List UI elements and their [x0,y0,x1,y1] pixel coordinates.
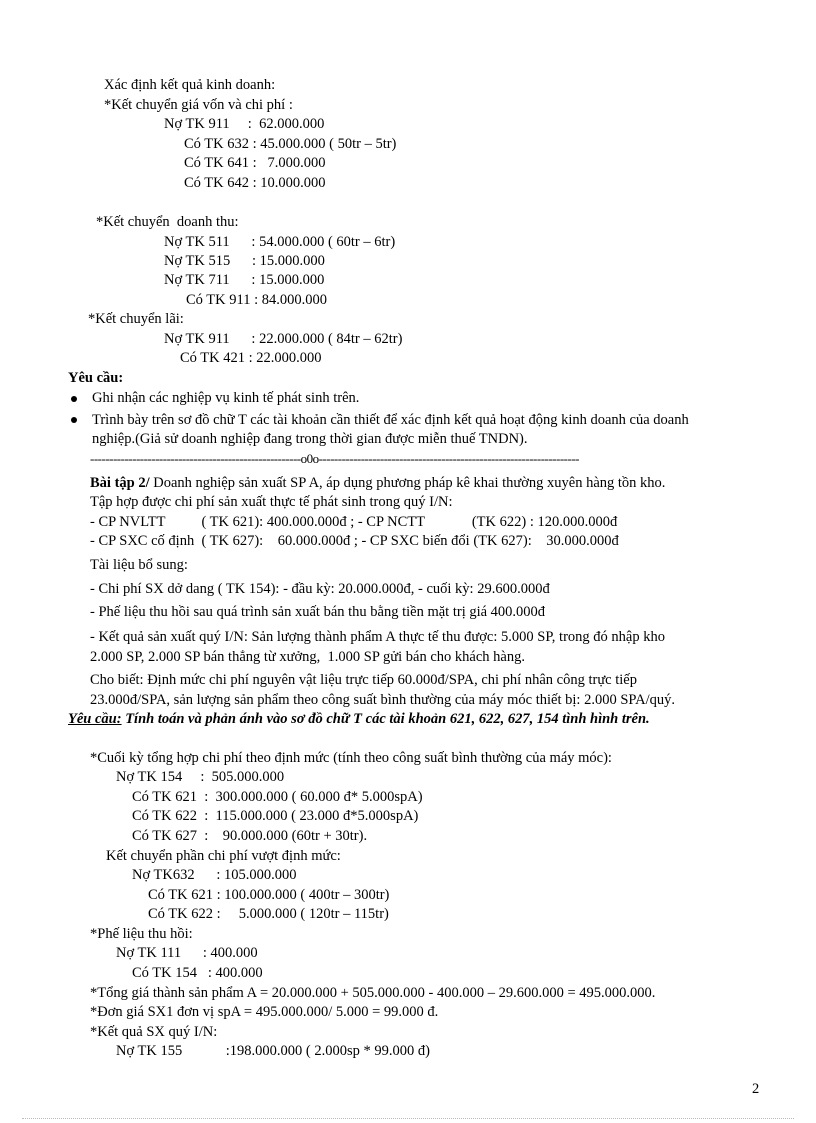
text-line: Kết chuyển phần chi phí vượt định mức: [106,848,341,864]
text-line: *Cuối kỳ tổng hợp chi phí theo định mức (tính theo công suất bình thường của máy móc): [90,750,612,766]
page-bottom-rule [22,1118,794,1119]
text-line: Tập hợp được chi phí sản xuất thực tế phát sinh trong quý I/N: [90,494,453,510]
text-line: *Đơn giá SX1 đơn vị spA = 495.000.000/ 5.000 = 99.000 đ. [90,1004,439,1020]
journal-entry: Có TK 154 : 400.000 [132,965,263,981]
requirement-line [68,710,650,728]
section-heading: Yêu cầu: [68,370,124,386]
journal-entry: Có TK 621 : 300.000.000 ( 60.000 đ* 5.000spA) [132,789,423,805]
text-line: *Kết chuyển giá vốn và chi phí : [104,97,293,113]
text-line: *Tổng giá thành sản phẩm A = 20.000.000 + 505.000.000 - 400.000 – 29.600.000 = 495.000.000. [90,985,656,1001]
text-line: 23.000đ/SPA, sản lượng sản phẩm theo công suất bình thường của máy móc thiết bị: 2.000 SPA/quý. [90,692,675,708]
exercise-title [90,474,665,492]
text-line: *Kết chuyển doanh thu: [96,214,239,230]
journal-entry: Có TK 641 : 7.000.000 [184,155,326,171]
text-line: *Kết quả SX quý I/N: [90,1024,218,1040]
bullet-icon [71,417,77,423]
text-line: *Kết chuyển lãi: [88,311,184,327]
bullet-item: Trình bày trên sơ đồ chữ T các tài khoản cần thiết để xác định kết quả hoạt động kinh doanh của doanh [92,412,689,428]
journal-entry: Nợ TK 111 : 400.000 [116,945,258,961]
journal-entry: Nợ TK 155 :198.000.000 ( 2.000sp * 99.000 đ) [116,1043,430,1059]
journal-entry: Nợ TK 154 : 505.000.000 [116,769,285,785]
text-line: *Phế liệu thu hồi: [90,926,193,942]
page-number: 2 [752,1081,760,1097]
requirement-label: Yêu cầu: [68,711,122,727]
text-line: 2.000 SP, 2.000 SP bán thẳng từ xưởng, 1.000 SP gửi bán cho khách hàng. [90,649,525,665]
journal-entry: Nợ TK 911 : 62.000.000 [164,116,325,132]
journal-entry: Có TK 627 : 90.000.000 (60tr + 30tr). [132,828,368,844]
text-line: - Kết quả sản xuất quý I/N: Sản lượng thành phẩm A thực tế thu được: 5.000 SP, trong đó nhập kho [90,629,665,645]
journal-entry: Có TK 642 : 10.000.000 [184,175,326,191]
bullet-item-cont: nghiệp.(Giả sử doanh nghiệp đang trong thời gian được miễn thuế TNDN). [92,431,528,447]
journal-entry: Có TK 911 : 84.000.000 [186,292,327,308]
bullet-icon [71,396,77,402]
exercise-intro: Doanh nghiệp sản xuất SP A, áp dụng phương pháp kê khai thường xuyên hàng tồn kho. [149,475,666,491]
journal-entry: Có TK 632 : 45.000.000 ( 50tr – 5tr) [184,136,397,152]
bullet-item: Ghi nhận các nghiệp vụ kinh tế phát sinh trên. [92,390,360,406]
text-line: Tài liệu bổ sung: [90,557,188,573]
cost-line: - CP SXC cố định ( TK 627): 60.000.000đ ; - CP SXC biến đổi (TK 627): 30.000.000đ [90,533,619,549]
journal-entry: Có TK 621 : 100.000.000 ( 400tr – 300tr) [148,887,390,903]
journal-entry: Nợ TK 515 : 15.000.000 [164,253,325,269]
separator: -------------------------------------------------------o0o-------------------------------------------------------------------- [90,451,579,466]
journal-entry: Có TK 421 : 22.000.000 [180,350,322,366]
text-line: Xác định kết quả kinh doanh: [104,77,276,93]
journal-entry: Nợ TK 511 : 54.000.000 ( 60tr – 6tr) [164,234,396,250]
text-line: Cho biết: Định mức chi phí nguyên vật liệu trực tiếp 60.000đ/SPA, chi phí nhân công trực tiếp [90,672,637,688]
text-line: - Phế liệu thu hồi sau quá trình sản xuất bán thu bằng tiền mặt trị giá 400.000đ [90,604,546,620]
journal-entry: Có TK 622 : 115.000.000 ( 23.000 đ*5.000spA) [132,808,419,824]
exercise-label: Bài tập 2/ [90,475,150,491]
journal-entry: Nợ TK 711 : 15.000.000 [164,272,325,288]
journal-entry: Nợ TK 911 : 22.000.000 ( 84tr – 62tr) [164,331,403,347]
cost-line: - CP NVLTT ( TK 621): 400.000.000đ ; - CP NCTT (TK 622) : 120.000.000đ [90,514,618,530]
journal-entry: Nợ TK632 : 105.000.000 [132,867,297,883]
requirement-text: Tính toán và phản ánh vào sơ đồ chữ T các tài khoản 621, 622, 627, 154 tình hình trên. [121,711,650,727]
text-line: - Chi phí SX dở dang ( TK 154): - đầu kỳ: 20.000.000đ, - cuối kỳ: 29.600.000đ [90,581,550,597]
journal-entry: Có TK 622 : 5.000.000 ( 120tr – 115tr) [148,906,389,922]
